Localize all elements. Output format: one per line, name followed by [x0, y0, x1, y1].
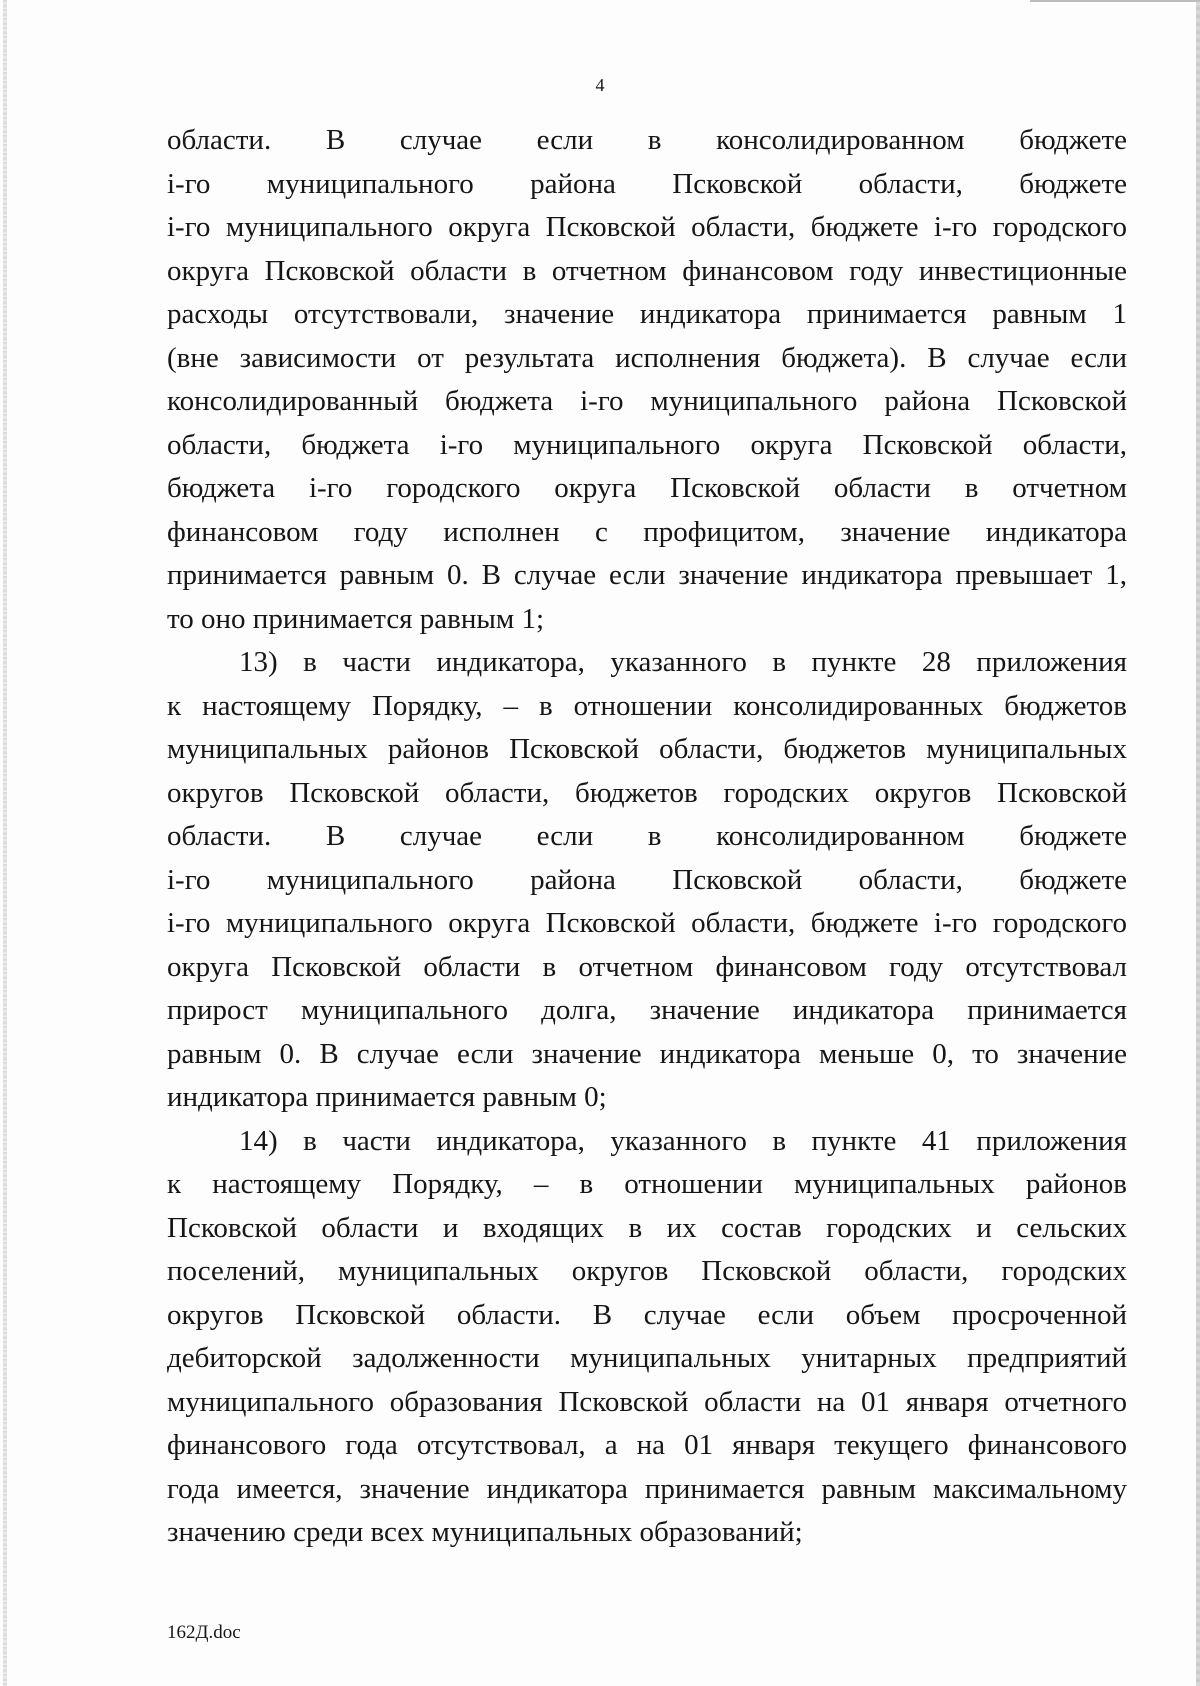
text-line: расходы отсутствовали, значение индикатора принимается равным 1 [167, 298, 1127, 330]
text-line: года имеется, значение индикатора принимается равным максимальному [167, 1472, 1127, 1505]
page-number: 4 [595, 75, 605, 95]
text-line: области, бюджета i-го муниципального округа Псковской области, [167, 428, 1127, 461]
text-line: бюджета i-го городского округа Псковской области в отчетном [167, 472, 1127, 504]
footer-filename: 162Д.doc [167, 1622, 241, 1643]
text-line: значению среди всех муниципальных образований; [167, 1516, 803, 1548]
paragraph-item-13 [167, 641, 1127, 1120]
text-line: к настоящему Порядку, – в отношении консолидированных бюджетов [167, 689, 1127, 722]
text-line: i-го муниципального района Псковской области, бюджете [167, 167, 1127, 200]
text-line: принимается равным 0. В случае если значение индикатора превышает 1, [167, 559, 1127, 591]
text-line: равным 0. В случае если значение индикатора меньше 0, то значение [167, 1037, 1127, 1070]
text-line: области. В случае если в консолидированном бюджете [167, 820, 1127, 852]
paragraph-item-14 [167, 1120, 1127, 1555]
scan-edge-top [1030, 0, 1200, 2]
text-line: финансового года отсутствовал, а на 01 января текущего финансового [167, 1429, 1127, 1461]
document-body [167, 119, 1127, 1555]
text-line: прирост муниципального долга, значение индикатора принимается [167, 994, 1127, 1026]
text-line: консолидированный бюджета i-го муниципального района Псковской [167, 385, 1127, 417]
text-line: 13) в части индикатора, указанного в пункте 28 приложения [239, 646, 1127, 678]
text-line: i-го муниципального округа Псковской области, бюджете i-го городского [167, 211, 1127, 243]
text-line: округов Псковской области. В случае если объем просроченной [167, 1298, 1127, 1331]
text-line: муниципальных районов Псковской области, бюджетов муниципальных [167, 733, 1127, 765]
text-line: i-го муниципального округа Псковской области, бюджете i-го городского [167, 907, 1127, 939]
paragraph-continuation [167, 119, 1127, 641]
text-line: Псковской области и входящих в их состав городских и сельских [167, 1211, 1127, 1244]
text-line: округов Псковской области, бюджетов городских округов Псковской [167, 776, 1127, 809]
scan-edge-left [3, 0, 7, 1686]
text-line: индикатора принимается равным 0; [167, 1081, 607, 1113]
text-line: дебиторской задолженности муниципальных унитарных предприятий [167, 1342, 1127, 1374]
text-line: области. В случае если в консолидированном бюджете [167, 124, 1127, 156]
text-line: муниципального образования Псковской области на 01 января отчетного [167, 1385, 1127, 1418]
text-line: то оно принимается равным 1; [167, 602, 544, 635]
text-line: поселений, муниципальных округов Псковской области, городских [167, 1255, 1127, 1287]
text-line: 14) в части индикатора, указанного в пункте 41 приложения [239, 1124, 1127, 1157]
text-line: (вне зависимости от результата исполнения бюджета). В случае если [167, 341, 1127, 374]
text-line: к настоящему Порядку, – в отношении муниципальных районов [167, 1168, 1127, 1200]
text-line: i-го муниципального района Псковской области, бюджете [167, 863, 1127, 896]
text-line: округа Псковской области в отчетном финансовом году инвестиционные [167, 254, 1127, 287]
text-line: округа Псковской области в отчетном финансовом году отсутствовал [167, 950, 1127, 983]
text-line: финансовом году исполнен с профицитом, значение индикатора [167, 515, 1127, 548]
scan-edge-right [1196, 0, 1200, 1686]
